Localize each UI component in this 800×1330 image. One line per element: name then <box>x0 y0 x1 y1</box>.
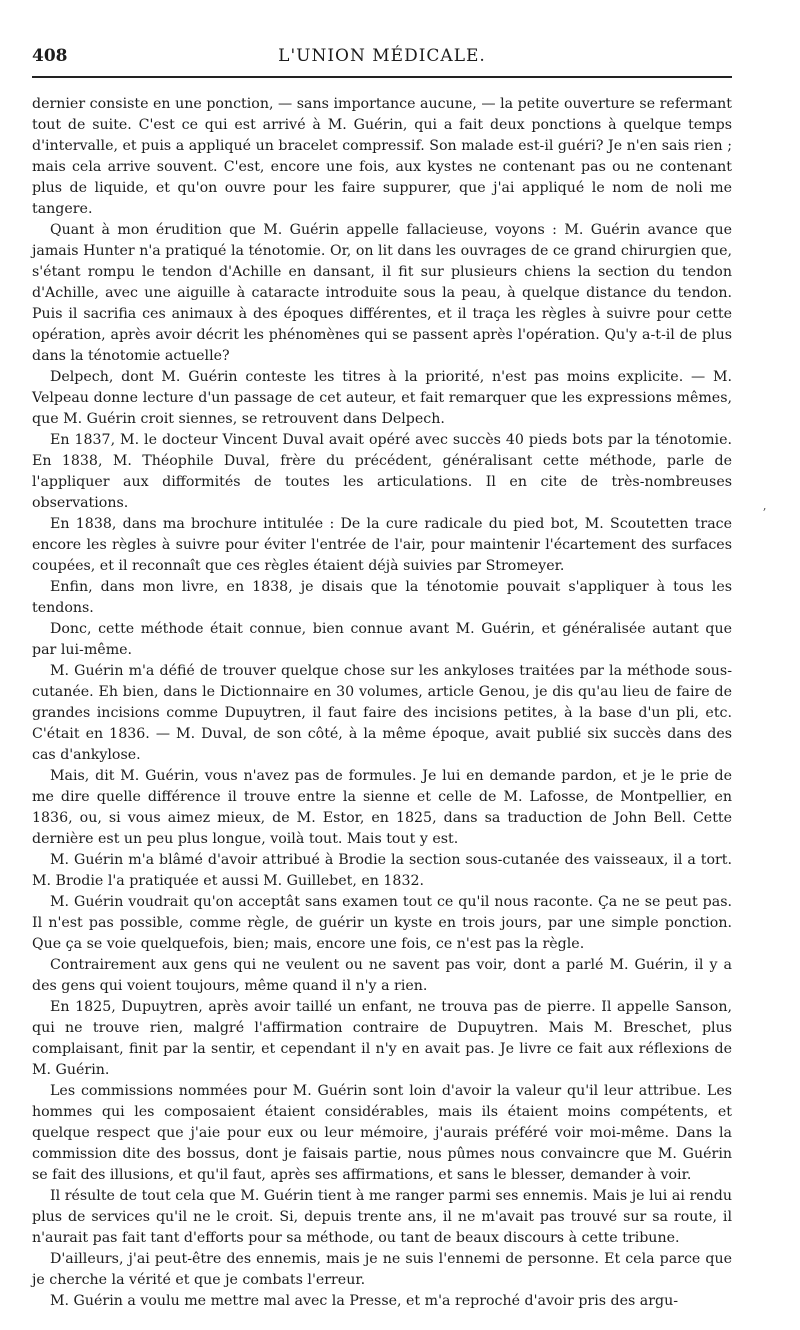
paragraph: Contrairement aux gens qui ne veulent ou ne savent pas voir, dont a parlé M. Guérin, il y a des gens qui voient toujours, même quand il n'y a rien. <box>32 957 732 994</box>
paragraph: Delpech, dont M. Guérin conteste les titres à la priorité, n'est pas moins explicite. — M. Velpeau donne lecture d'un passage de cet auteur, et fait remarquer que les expressions mêmes, que M. Guérin croit siennes, se retrouvent dans Delpech. <box>32 369 732 427</box>
paragraph: Quant à mon érudition que M. Guérin appelle fallacieuse, voyons : M. Guérin avance que jamais Hunter n'a pratiqué la ténotomie. Or, on lit dans les ouvrages de ce grand chirurgien que, s'étant rompu le tendon d'Achille en dansant, il fit sur plusieurs chiens la section du tendon d'Achille, avec une aiguille à cataracte introduite sous la peau, à quelque distance du tendon. Puis il sacrifia ces animaux à des époques différentes, et il traça les règles à suivre pour cette opération, après avoir décrit les phénomènes qui se passent après l'opération. Qu'y a-t-il de plus dans la ténotomie actuelle? <box>32 222 732 364</box>
paragraph: M. Guérin m'a défié de trouver quelque chose sur les ankyloses traitées par la méthode sous-cutanée. Eh bien, dans le Dictionnaire en 30 volumes, article Genou, je dis qu'au lieu de faire de grandes incisions comme Dupuytren, il faut faire des incisions petites, à la base d'un pli, etc. C'était en 1836. — M. Duval, de son côté, à la même époque, avait publié six succès dans des cas d'ankylose. <box>32 663 732 763</box>
paragraph: Enfin, dans mon livre, en 1838, je disais que la ténotomie pouvait s'appliquer à tous les tendons. <box>32 579 732 616</box>
paragraph: Mais, dit M. Guérin, vous n'avez pas de formules. Je lui en demande pardon, et je le prie de me dire quelle différence il trouve entre la sienne et celle de M. Lafosse, de Montpellier, en 1836, ou, si vous aimez mieux, de M. Estor, en 1825, dans sa traduction de John Bell. Cette dernière est un peu plus longue, voilà tout. Mais tout y est. <box>32 768 732 847</box>
paragraph: Les commissions nommées pour M. Guérin sont loin d'avoir la valeur qu'il leur attribue. Les hommes qui les composaient étaient considérables, mais ils étaient moins compétents, et quelque respect que j'aie pour eux ou leur mémoire, j'aurais préféré voir moi-même. Dans la commission dite des bossus, dont je faisais partie, nous pûmes nous convaincre que M. Guérin se fait des illusions, et qu'il faut, après ses affirmations, et sans le blesser, demander à voir. <box>32 1083 732 1183</box>
paragraph: En 1825, Dupuytren, après avoir taillé un enfant, ne trouva pas de pierre. Il appelle Sanson, qui ne trouve rien, malgré l'affirmation contraire de Dupuytren. Mais M. Breschet, plus complaisant, finit par la sentir, et cependant il n'y en avait pas. Je livre ce fait aux réflexions de M. Guérin. <box>32 999 732 1078</box>
margin-speck: ʼ <box>762 506 766 520</box>
paragraph: En 1837, M. le docteur Vincent Duval avait opéré avec succès 40 pieds bots par la ténotomie. En 1838, M. Théophile Duval, frère du précédent, généralisant cette méthode, parle de l'appliquer aux difformités de toutes les articulations. Il en cite de très-nombreuses observations. <box>32 432 732 511</box>
paragraph: Il résulte de tout cela que M. Guérin tient à me ranger parmi ses ennemis. Mais je lui ai rendu plus de services qu'il ne le croit. Si, depuis trente ans, il ne m'avait pas trouvé sur sa route, il n'aurait pas fait tant d'efforts pour sa méthode, ou tant de beaux discours à cette tribune. <box>32 1188 732 1246</box>
paragraph: En 1838, dans ma brochure intitulée : De la cure radicale du pied bot, M. Scoutetten trace encore les règles à suivre pour éviter l'entrée de l'air, pour maintenir l'écartement des surfaces coupées, et il reconnaît que ces règles étaient déjà suivies par Stromeyer. <box>32 516 732 574</box>
paragraph: M. Guérin voudrait qu'on acceptât sans examen tout ce qu'il nous raconte. Ça ne se peut pas. Il n'est pas possible, comme règle, de guérir un kyste en trois jours, par une simple ponction. Que ça se voie quelquefois, bien; mais, encore une fois, ce n'est pas la règle. <box>32 894 732 952</box>
paragraph: M. Guérin a voulu me mettre mal avec la Presse, et m'a reproché d'avoir pris des argu- <box>50 1293 679 1309</box>
page-number: 408 <box>32 46 68 66</box>
page-header <box>32 46 732 74</box>
paragraph: Donc, cette méthode était connue, bien connue avant M. Guérin, et généralisée autant que par lui-même. <box>32 621 732 658</box>
paragraph: D'ailleurs, j'ai peut-être des ennemis, mais je ne suis l'ennemi de personne. Et cela parce que je cherche la vérité et que je combats l'erreur. <box>32 1251 732 1288</box>
running-title: L'UNION MÉDICALE. <box>278 46 486 66</box>
paragraph: dernier consiste en une ponction, — sans importance aucune, — la petite ouverture se refermant tout de suite. C'est ce qui est arrivé à M. Guérin, qui a fait deux ponctions à quelque temps d'intervalle, et puis a appliqué un bracelet compressif. Son malade est-il guéri? Je n'en sais rien ; mais cela arrive souvent. C'est, encore une fois, aux kystes ne contenant pas ou ne contenant plus de liquide, et qu'on ouvre pour les faire suppurer, que j'ai appliqué le nom de noli me tangere. <box>32 96 732 217</box>
header-rule <box>32 76 732 78</box>
article-body <box>32 94 732 1312</box>
paragraph: M. Guérin m'a blâmé d'avoir attribué à Brodie la section sous-cutanée des vaisseaux, il a tort. M. Brodie l'a pratiquée et aussi M. Guillebet, en 1832. <box>32 852 732 889</box>
